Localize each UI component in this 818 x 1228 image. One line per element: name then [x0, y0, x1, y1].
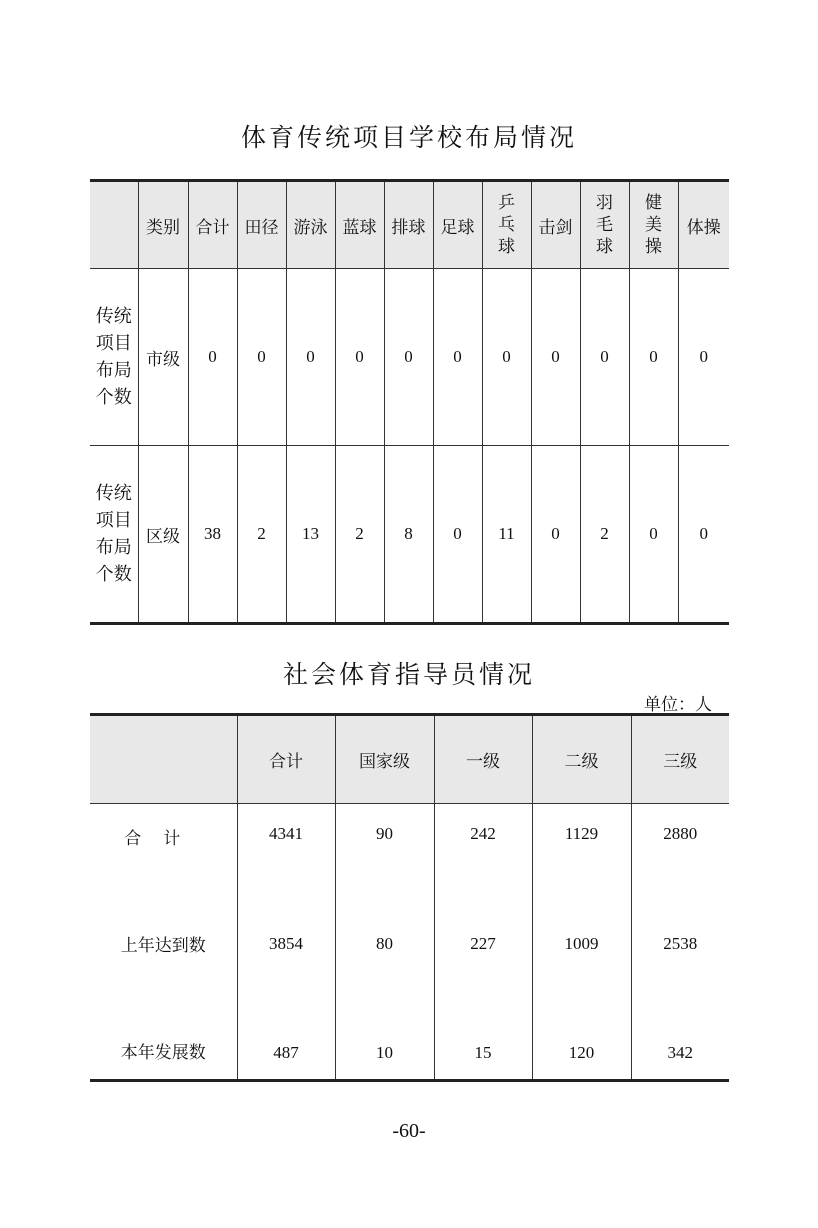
cell-value: 2880	[631, 804, 729, 885]
cell-value: 38	[188, 446, 237, 624]
cell-value: 90	[335, 804, 434, 885]
header-aerobics	[629, 181, 678, 269]
cell-value: 0	[678, 446, 729, 624]
cell-value: 0	[286, 269, 335, 446]
row-group-label	[90, 446, 138, 624]
cell-value: 242	[434, 804, 532, 885]
sports-instructors-table	[90, 713, 729, 1082]
cell-value: 1129	[532, 804, 631, 885]
cell-value: 0	[482, 269, 531, 446]
row-group-text: 传统项目布局个数	[95, 306, 132, 408]
row-group-label	[90, 269, 138, 446]
cell-value: 342	[631, 1003, 729, 1081]
table2-title: 社会体育指导员情况	[282, 660, 535, 689]
header-level1: 一级	[434, 715, 532, 804]
cell-value: 227	[434, 884, 532, 1003]
table-row	[90, 269, 729, 446]
cell-value: 0	[433, 446, 482, 624]
cell-value: 80	[335, 884, 434, 1003]
cell-value: 4341	[237, 804, 335, 885]
sports-schools-table	[90, 179, 729, 625]
header-basketball: 蓝球	[335, 181, 384, 269]
table-row	[90, 446, 729, 624]
cell-value: 10	[335, 1003, 434, 1081]
cell-value: 2	[580, 446, 629, 624]
cell-value: 8	[384, 446, 433, 624]
cell-value: 1009	[532, 884, 631, 1003]
header-category: 类别	[138, 181, 188, 269]
header-fencing: 击剑	[531, 181, 580, 269]
table-row	[90, 804, 729, 885]
header-football: 足球	[433, 181, 482, 269]
cell-value: 2	[237, 446, 286, 624]
table2-header-row	[90, 715, 729, 804]
table1-corner-cell	[90, 181, 138, 269]
cell-value: 0	[531, 269, 580, 446]
header-total: 合计	[188, 181, 237, 269]
header-total: 合计	[237, 715, 335, 804]
row-label-total	[90, 804, 237, 885]
table1-header-row	[90, 181, 729, 269]
cell-value: 0	[335, 269, 384, 446]
cell-value: 0	[384, 269, 433, 446]
cell-value: 0	[629, 269, 678, 446]
unit-label: 单位：人	[644, 695, 712, 715]
cell-value: 15	[434, 1003, 532, 1081]
header-badminton-label: 羽毛球	[596, 193, 613, 257]
cell-value: 3854	[237, 884, 335, 1003]
header-national: 国家级	[335, 715, 434, 804]
cell-value: 0	[237, 269, 286, 446]
header-pingpong	[482, 181, 531, 269]
header-track: 田径	[237, 181, 286, 269]
cell-value: 0	[188, 269, 237, 446]
row-group-text: 传统项目布局个数	[95, 483, 132, 585]
row-label-this-year: 本年发展数	[120, 1043, 206, 1063]
cell-value: 2	[335, 446, 384, 624]
row-level: 区级	[138, 446, 188, 624]
table-row	[90, 884, 729, 1003]
row-label-last-year: 上年达到数	[120, 936, 206, 956]
row-level: 市级	[138, 269, 188, 446]
cell-value: 0	[678, 269, 729, 446]
header-badminton	[580, 181, 629, 269]
header-volleyball: 排球	[384, 181, 433, 269]
cell-value: 487	[237, 1003, 335, 1081]
header-level3: 三级	[631, 715, 729, 804]
page-number: -60-	[392, 1120, 426, 1142]
table-row	[90, 1003, 729, 1081]
header-pingpong-label: 乒乓球	[498, 193, 515, 257]
cell-value: 0	[531, 446, 580, 624]
cell-value: 0	[433, 269, 482, 446]
header-level2: 二级	[532, 715, 631, 804]
header-swim: 游泳	[286, 181, 335, 269]
table1-title: 体育传统项目学校布局情况	[240, 123, 577, 152]
table2-corner-cell	[90, 715, 237, 804]
header-gymnastics: 体操	[678, 181, 729, 269]
row-label-text: 合计	[124, 829, 203, 849]
cell-value: 120	[532, 1003, 631, 1081]
cell-value: 0	[580, 269, 629, 446]
cell-value: 0	[629, 446, 678, 624]
cell-value: 11	[482, 446, 531, 624]
cell-value: 13	[286, 446, 335, 624]
header-aerobics-label: 健美操	[645, 193, 662, 257]
cell-value: 2538	[631, 884, 729, 1003]
